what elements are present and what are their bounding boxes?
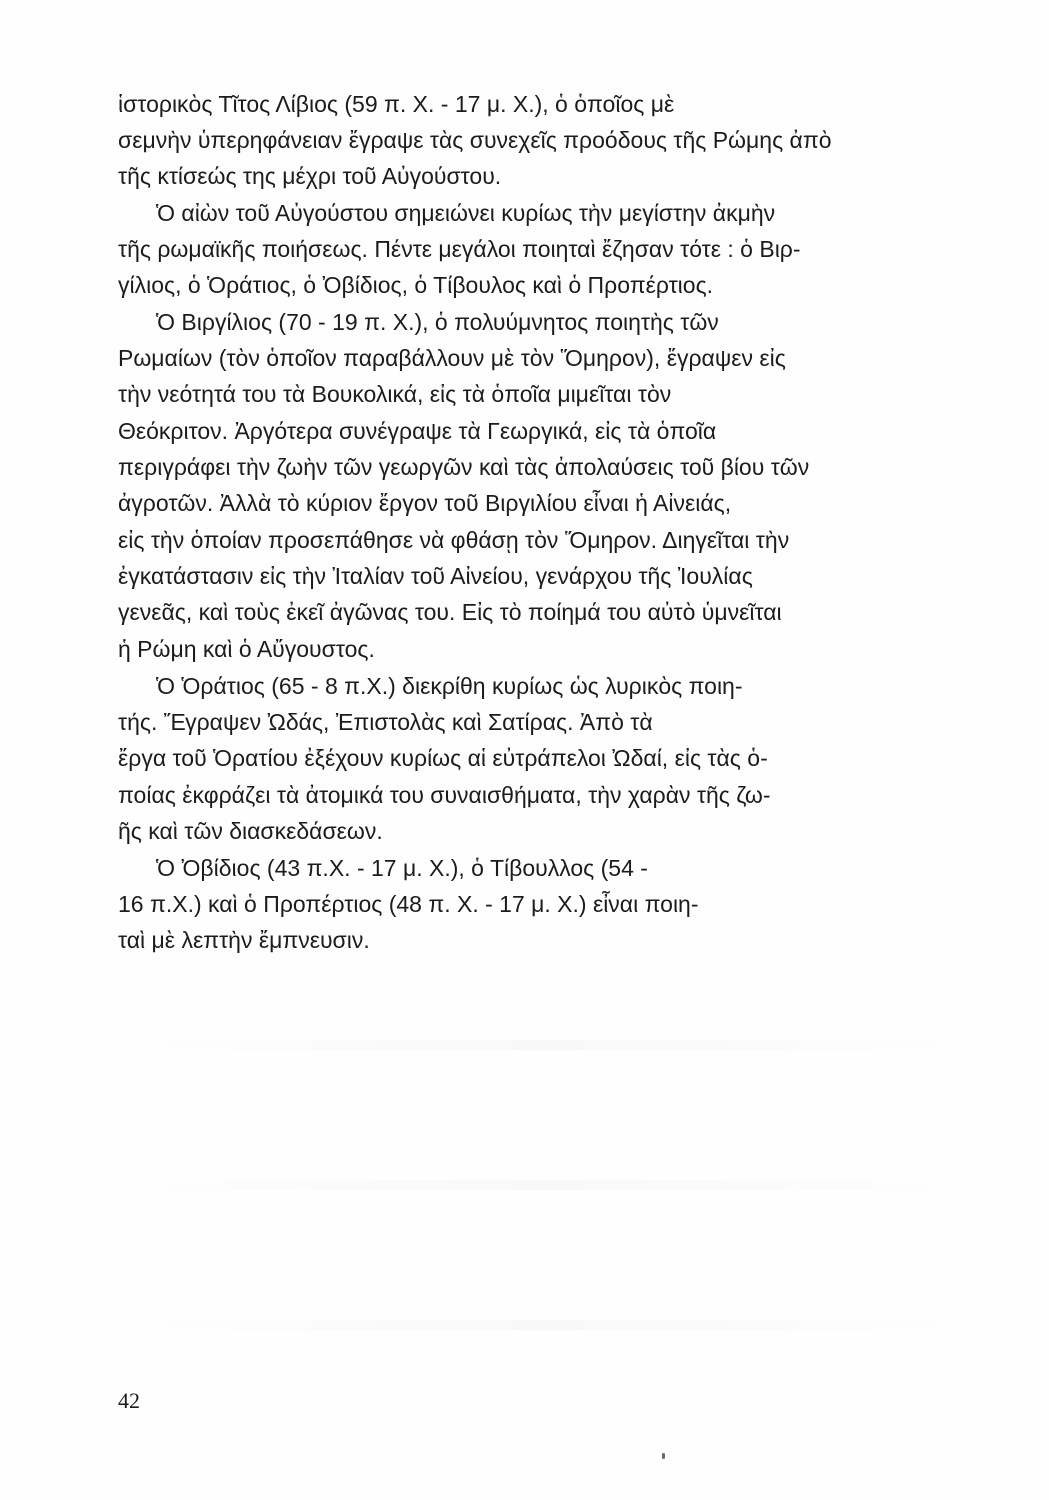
text-line: ἀγροτῶν. Ἀλλὰ τὸ κύριον ἔργον τοῦ Βιργιλίου εἶναι ἡ Αἰνειάς,: [118, 490, 732, 516]
text-line: ἱστορικὸς Τῖτος Λίβιος (59 π. Χ. - 17 μ. Χ.), ὁ ὁποῖος μὲ: [118, 91, 675, 117]
text-line: τῆς ρωμαϊκῆς ποιήσεως. Πέντε μεγάλοι ποιηταὶ ἔζησαν τότε : ὁ Βιρ-: [118, 236, 801, 262]
text-line: σεμνὴν ὑπερηφάνειαν ἔγραψε τὰς συνεχεῖς προόδους τῆς Ρώμης ἀπὸ: [118, 127, 832, 153]
text-line: τής. Ἔγραψεν Ὠδάς, Ἐπιστολὰς καὶ Σατίρας. Ἀπὸ τὰ: [118, 709, 653, 735]
text-line: γενεᾶς, καὶ τοὺς ἐκεῖ ἀγῶνας του. Εἰς τὸ ποίημά του αὐτὸ ὑμνεῖται: [118, 599, 782, 625]
page-number: 42: [118, 1388, 140, 1413]
text-line: Ρωμαίων (τὸν ὁποῖον παραβάλλουν μὲ τὸν Ὅμηρον), ἔγραψεν εἰς: [118, 345, 786, 371]
bleed-through-shadow: [118, 1320, 980, 1330]
paragraph-first-line: Ὁ Βιργίλιος (70 - 19 π. Χ.), ὁ πολυύμνητος ποιητὴς τῶν: [156, 309, 719, 335]
text-line: ἐγκατάστασιν εἰς τὴν Ἰταλίαν τοῦ Αἰνείου, γενάρχου τῆς Ἰουλίας: [118, 563, 753, 589]
text-line: ἡ Ρώμη καὶ ὁ Αὔγουστος.: [118, 636, 375, 662]
text-line: εἰς τὴν ὁποίαν προσεπάθησε νὰ φθάσῃ τὸν Ὅμηρον. Διηγεῖται τὴν: [118, 527, 790, 553]
bleed-through-shadow: [118, 1180, 980, 1190]
paper-speck: [662, 1453, 665, 1459]
paragraph-first-line: Ὁ αἰὼν τοῦ Αὐγούστου σημειώνει κυρίως τὴν μεγίστην ἀκμὴν: [156, 200, 776, 226]
text-line: 16 π.Χ.) καὶ ὁ Προπέρτιος (48 π. Χ. - 17 μ. Χ.) εἶναι ποιη-: [118, 891, 699, 917]
text-line: ῆς καὶ τῶν διασκεδάσεων.: [118, 818, 383, 844]
bleed-through-shadow: [118, 1040, 980, 1050]
text-line: τὴν νεότητά του τὰ Βουκολικά, εἰς τὰ ὁποῖα μιμεῖται τὸν: [118, 381, 672, 407]
text-line: ποίας ἐκφράζει τὰ ἀτομικά του συναισθήματα, τὴν χαρὰν τῆς ζω-: [118, 782, 771, 808]
paragraph-first-line: Ὁ Ὁράτιος (65 - 8 π.Χ.) διεκρίθη κυρίως ὡς λυρικὸς ποιη-: [156, 673, 743, 699]
text-line: περιγράφει τὴν ζωὴν τῶν γεωργῶν καὶ τὰς ἀπολαύσεις τοῦ βίου τῶν: [118, 454, 810, 480]
text-line: γίλιος, ὁ Ὁράτιος, ὁ Ὀβίδιος, ὁ Τίβουλος καὶ ὁ Προπέρτιος.: [118, 272, 714, 298]
text-line: ταὶ μὲ λεπτὴν ἔμπνευσιν.: [118, 927, 370, 953]
text-line: ἔργα τοῦ Ὁρατίου ἐξέχουν κυρίως αἱ εὐτράπελοι Ὠδαί, εἰς τὰς ὁ-: [118, 745, 768, 771]
paragraph-first-line: Ὁ Ὀβίδιος (43 π.Χ. - 17 μ. Χ.), ὁ Τίβουλλος (54 -: [156, 855, 648, 881]
text-line: τῆς κτίσεώς της μέχρι τοῦ Αὐγούστου.: [118, 163, 502, 189]
text-line: Θεόκριτον. Ἀργότερα συνέγραψε τὰ Γεωργικά, εἰς τὰ ὁποῖα: [118, 418, 717, 444]
